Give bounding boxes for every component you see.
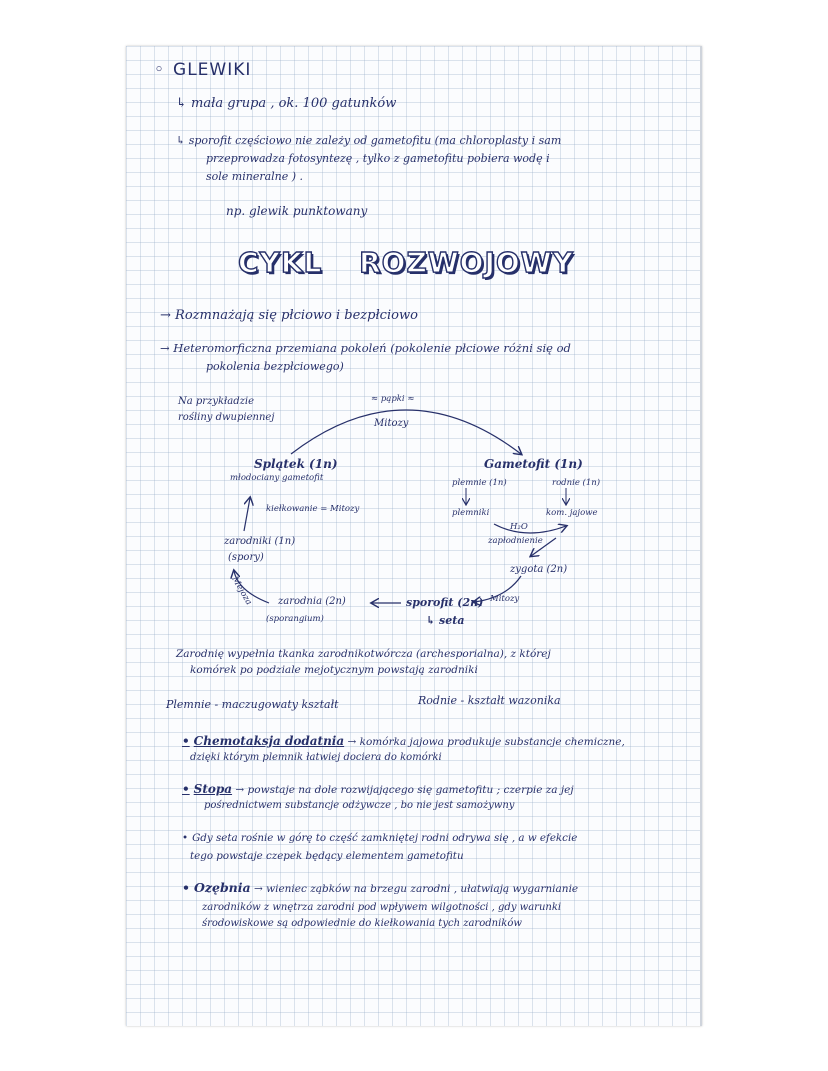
intro-line-2b: przeprowadza fotosyntezę , tylko z gametofitu pobiera wodę i — [206, 152, 550, 165]
arrow-splatek-to-gametofit — [291, 410, 521, 454]
diagram-sporofit: sporofit (2n) — [406, 596, 484, 609]
arrow-fertilization — [494, 524, 566, 533]
seta-line-1: Gdy seta rośnie w górę to część zamkniętej rodni odrywa się , a w efekcie — [192, 832, 578, 844]
diagram-plemniki: plemniki — [452, 508, 490, 518]
intro-line-2c: sole mineralne ) . — [206, 170, 304, 183]
heading-text: GLEWIKI — [173, 60, 252, 80]
diagram-mitozy-top: Mitozy — [374, 418, 409, 429]
ozebnia-line-2: zarodników z wnętrza zarodni pod wpływem wilgotności , gdy warunki — [202, 902, 562, 913]
chemotaksja-line-2: dzięki którym plemnik łatwiej dociera do komórki — [190, 752, 442, 763]
term-stopa: • Stopa — [182, 782, 232, 796]
diagram-kom-jajowe: kom. jajowe — [546, 508, 598, 518]
term-chemotaksja: • Chemotaksja dodatnia — [182, 734, 344, 748]
diagram-wavy: ≈ pąpki ≈ — [371, 394, 415, 404]
bullet-dot: ◦ — [154, 60, 166, 80]
diagram-note-b: rośliny dwupiennej — [178, 412, 275, 423]
intro-line-2a: ↳ sporofit częściowo nie zależy od gametofitu (ma chloroplasty i sam — [176, 134, 562, 147]
bullet-seta — [182, 832, 577, 844]
chemotaksja-desc: → komórka jajowa produkuje substancje chemiczne, — [347, 736, 625, 748]
diagram-kielkowanie: kiełkowanie = Mitozy — [266, 504, 360, 514]
diagram-zarodnia: zarodnia (2n) — [278, 596, 346, 607]
intro-line-1: ↳ mała grupa , ok. 100 gatunków — [176, 96, 397, 111]
diagram-splatek: Splątek (1n) — [254, 457, 338, 471]
ozebnia-line-3: środowiskowe są odpowiednie do kiełkowania tych zarodników — [202, 918, 522, 929]
bullet-stopa — [182, 782, 574, 796]
arrow-zarodniki-to-splatek — [244, 498, 250, 531]
paragraph-1a: Zarodnię wypełnia tkanka zarodnikotwórcza (archesporialna), z której — [176, 648, 551, 660]
intro-example: np. glewik punktowany — [226, 204, 368, 218]
life-cycle-arrows — [126, 46, 700, 1026]
notebook-page — [126, 46, 702, 1026]
diagram-gametofit: Gametofit (1n) — [484, 457, 583, 471]
stopa-line-2: pośrednictwem substancje odżywcze , bo nie jest samożywny — [204, 800, 515, 811]
point-2a: → Heteromorficzna przemiana pokoleń (pokolenie płciowe różni się od — [160, 341, 571, 355]
diagram-plemnie: plemnie (1n) — [452, 478, 507, 488]
diagram-zaplodnienie: zapłodnienie — [488, 536, 543, 546]
point-1: → Rozmnażają się płciowo i bezpłciowo — [160, 308, 418, 323]
diagram-spory: (spory) — [228, 552, 264, 563]
seta-line-2: tego powstaje czepek będący elementem gametofitu — [190, 850, 464, 862]
diagram-seta: ↳ seta — [426, 614, 465, 627]
bullet-ozebnia — [182, 880, 578, 895]
plemnie-line: Plemnie - maczugowaty kształt — [166, 698, 339, 711]
paragraph-1b: komórek po podziale mejotycznym powstają zarodniki — [190, 664, 478, 676]
ozebnia-desc: → wieniec ząbków na brzegu zarodni , ułatwiają wygarnianie — [253, 883, 579, 895]
diagram-splatek-sub: młodociany gametofit — [230, 473, 324, 483]
diagram-mitozy-right: Mitozy — [490, 594, 520, 604]
diagram-zarodniki: zarodniki (1n) — [224, 536, 296, 547]
diagram-zygota: zygota (2n) — [510, 564, 568, 575]
diagram-h2o: H₂O — [510, 522, 528, 532]
rodnie-line: Rodnie - kształt wazonika — [418, 694, 561, 707]
diagram-rodnie: rodnie (1n) — [552, 478, 601, 488]
diagram-mejoza: Mejoza — [229, 575, 254, 607]
stopa-desc: → powstaje na dole rozwijającego się gametofitu ; czerpie za jej — [235, 784, 574, 796]
point-2b: pokolenia bezpłciowego) — [206, 360, 344, 373]
diagram-sporangium: (sporangium) — [266, 614, 324, 624]
bullet-chemotaksja — [182, 734, 625, 748]
term-ozebnia: • Ozębnia — [182, 880, 251, 895]
page-title: CYKL ROZWOJOWY — [238, 246, 574, 279]
bullet-seta-dot — [182, 832, 192, 844]
diagram-note-a: Na przykładzie — [178, 396, 255, 407]
